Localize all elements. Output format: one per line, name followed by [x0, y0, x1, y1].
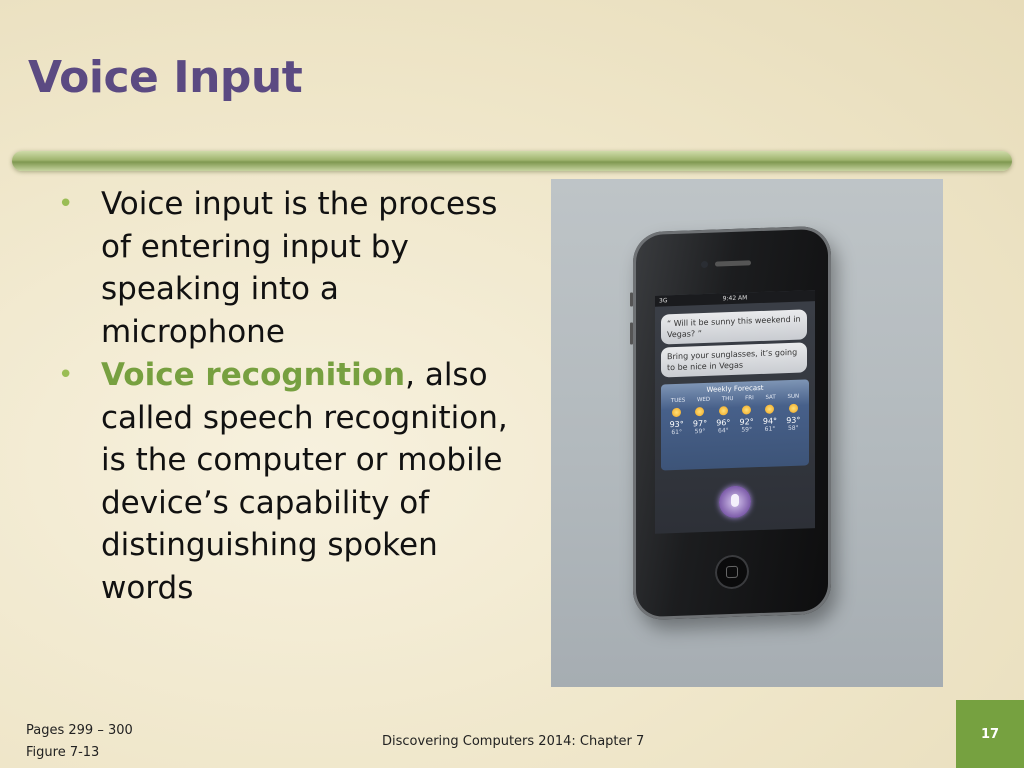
bullet-icon: • [58, 360, 74, 390]
forecast-title: Weekly Forecast [706, 383, 764, 394]
volume-button [630, 322, 633, 344]
footer-reference [26, 720, 133, 764]
forecast-day: SAT [765, 394, 776, 401]
title-divider [12, 151, 1012, 171]
footer-figure: Figure 7-13 [26, 745, 100, 760]
bullet-text: Voice input is the process of entering input by speaking into a microphone [101, 186, 498, 350]
forecast-high: 94° [762, 416, 778, 426]
network-indicator: 3G [659, 297, 668, 305]
slide-title: Voice Input [28, 52, 303, 103]
sun-icon [695, 407, 704, 416]
page-number-box [956, 700, 1024, 768]
sun-icon [742, 405, 751, 414]
bullet-icon: • [58, 189, 74, 219]
forecast-high: 93° [786, 415, 801, 426]
status-bar [655, 290, 815, 307]
footer-course: Discovering Computers 2014: Chapter 7 [382, 734, 645, 749]
smartphone [633, 226, 831, 621]
status-time: 9:42 AM [722, 294, 748, 303]
forecast-day: FRI [745, 395, 754, 402]
front-camera [701, 261, 708, 268]
question-bubble: “ Will it be sunny this weekend in Vegas? ” [661, 309, 807, 344]
forecast-high: 93° [669, 419, 684, 430]
forecast-high: 96° [716, 418, 731, 428]
forecast-high: 97° [692, 418, 708, 429]
forecast-low: 58° [787, 424, 799, 433]
forecast-low: 64° [718, 427, 729, 435]
forecast-day: THU [721, 395, 734, 403]
forecast-day: TUES [670, 397, 686, 405]
footer-pages: Pages 299 – 300 [26, 723, 133, 738]
phone-screen [655, 290, 815, 534]
sun-icon [789, 404, 798, 413]
bullet-term: Voice recognition [101, 357, 406, 393]
forecast-day: WED [696, 396, 711, 404]
earpiece [715, 260, 751, 266]
sun-icon [719, 406, 728, 415]
forecast-low: 59° [694, 427, 706, 436]
answer-bubble: Bring your sunglasses, it’s going to be nice in Vegas [661, 342, 807, 377]
forecast-low: 61° [764, 425, 776, 433]
forecast-low: 59° [741, 426, 752, 434]
bullet-item [56, 354, 526, 609]
forecast-high: 92° [739, 417, 754, 427]
bullet-text: , also called speech recognition, is the computer or mobile device’s capability of distinguishing spoken words [101, 357, 508, 606]
sun-icon [765, 405, 774, 414]
forecast-low: 61° [671, 428, 682, 437]
home-button [715, 554, 749, 589]
volume-button [630, 292, 633, 306]
bullet-list [56, 183, 526, 610]
page-number: 17 [980, 727, 1000, 742]
microphone-icon [719, 485, 751, 518]
weather-forecast [661, 379, 809, 470]
sun-icon [672, 408, 681, 417]
bullet-item [56, 183, 526, 353]
smartphone-photo [551, 179, 943, 687]
forecast-day: SUN [787, 393, 800, 401]
